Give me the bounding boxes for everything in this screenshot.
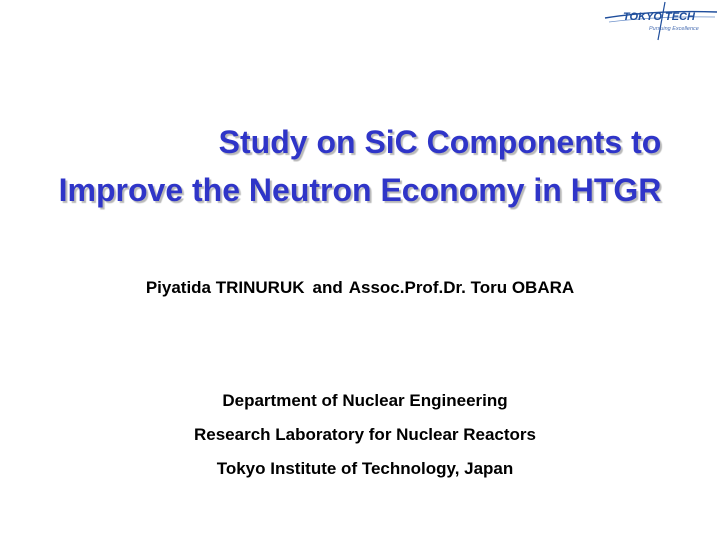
- affiliation-laboratory: Research Laboratory for Nuclear Reactors: [193, 425, 537, 444]
- tokyo-tech-logo: [603, 0, 720, 44]
- slide-title: [0, 118, 720, 214]
- authors: [0, 276, 720, 300]
- logo-wordmark: TOKYO TECH: [623, 11, 695, 23]
- author-separator: and: [312, 278, 343, 297]
- tokyo-tech-logo-icon: [603, 0, 720, 44]
- affiliation-institute: Tokyo Institute of Technology, Japan: [216, 459, 514, 478]
- title-line-1: Study on SiC Components to: [218, 124, 662, 160]
- affiliation: [0, 384, 720, 486]
- logo-tagline: Pursuing Excellence: [649, 26, 699, 32]
- affiliation-department: Department of Nuclear Engineering: [222, 391, 508, 410]
- author-2: Assoc.Prof.Dr. Toru OBARA: [348, 278, 575, 297]
- title-line-2: Improve the Neutron Economy in HTGR: [58, 172, 662, 208]
- author-1: Piyatida TRINURUK: [145, 278, 305, 297]
